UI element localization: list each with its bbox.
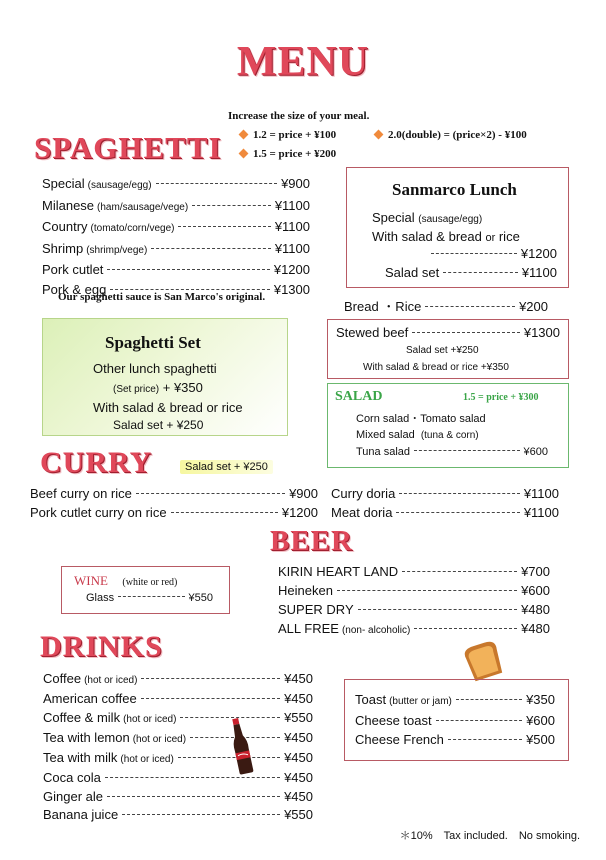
curry-item-price: ¥1100 [523, 505, 559, 520]
spaghetti-item-name: Country [42, 219, 88, 234]
toast-item-price: ¥600 [526, 713, 555, 728]
dotted-leader [192, 205, 271, 206]
spaghetti-set-line-2: (Set price) + ¥350 [113, 380, 203, 395]
toast-item-price: ¥500 [526, 732, 555, 747]
spaghetti-item-price: ¥1100 [274, 240, 310, 256]
wine-box [61, 566, 230, 614]
curry-item-price: ¥1200 [281, 505, 318, 520]
drink-item-price: ¥550 [284, 807, 313, 823]
spaghetti-item-price: ¥1100 [274, 197, 310, 213]
menu-title: MENU [236, 39, 370, 85]
beer-item-name: KIRIN HEART LAND [278, 564, 399, 579]
dotted-leader [136, 493, 285, 494]
beer-item-name: ALL FREE [278, 621, 339, 636]
spaghetti-item-note: (shrimp/vege) [86, 244, 148, 256]
drink-item-name: Tea with milk [43, 750, 118, 766]
dotted-leader [402, 571, 517, 572]
sanmarco-price-row: ¥1200 [427, 246, 557, 261]
dotted-leader [358, 609, 517, 610]
size-up-option-3: 1.5 = price + ¥200 [240, 148, 336, 160]
spaghetti-item-row [42, 260, 310, 280]
curry-item-price: ¥900 [289, 486, 318, 501]
diamond-icon [239, 149, 249, 159]
size-up-option-2: 2.0(double) = (price×2) - ¥100 [375, 129, 527, 141]
spaghetti-set-line-1: Other lunch spaghetti [93, 361, 217, 376]
drink-item-row [43, 749, 313, 769]
curry-item-row [30, 503, 318, 522]
curry-item-name: Curry doria [331, 486, 396, 501]
drink-item-name: Banana juice [43, 807, 119, 823]
drink-item-row [43, 729, 313, 749]
sanmarco-title: Sanmarco Lunch [392, 180, 517, 199]
toast-item-row [355, 690, 555, 711]
drink-item-price: ¥450 [284, 750, 313, 766]
drink-item-price: ¥450 [284, 770, 313, 786]
dotted-leader [156, 183, 278, 184]
spaghetti-item-name: Pork & egg [42, 281, 107, 297]
drink-item-name: Coca cola [43, 770, 101, 786]
dotted-leader [399, 493, 520, 494]
toast-item-row [355, 730, 555, 749]
drink-item-row [43, 806, 313, 824]
drink-item-price: ¥450 [284, 691, 313, 707]
spaghetti-item-row [42, 174, 310, 196]
spaghetti-item-name: Pork cutlet [42, 262, 104, 277]
spaghetti-list [42, 174, 310, 299]
spaghetti-item-row [42, 196, 310, 218]
spaghetti-item-price: ¥900 [281, 176, 310, 191]
salad-line-1: Corn salad・Tomato salad [356, 413, 486, 425]
beer-list [278, 562, 550, 640]
stewed-beef-row: Stewed beef ¥1300 [336, 325, 560, 340]
cola-bottle-icon [226, 716, 256, 776]
sanmarco-lunch-box [346, 167, 569, 288]
salad-tuna-row: Tuna salad ¥600 [356, 446, 548, 458]
beer-item-price: ¥600 [521, 583, 550, 598]
drinks-title: DRINKS [40, 630, 163, 663]
drink-item-name: American coffee [43, 691, 137, 707]
drink-item-name: Ginger ale [43, 788, 103, 804]
curry-title: CURRY [40, 446, 153, 479]
drink-item-name: Tea with lemon [43, 729, 130, 745]
drink-item-note: (hot or iced) [84, 675, 138, 686]
spaghetti-item-name: Milanese [42, 197, 95, 213]
salad-size-note: 1.5 = price + ¥300 [463, 392, 539, 403]
dotted-leader [141, 678, 280, 679]
drink-item-row [43, 670, 313, 690]
spaghetti-item-price: ¥1100 [274, 219, 310, 234]
toast-icon [460, 640, 506, 684]
beer-item-row [278, 562, 550, 581]
dotted-leader [448, 739, 522, 740]
dotted-leader [171, 512, 278, 513]
spaghetti-title: SPAGHETTI [34, 130, 222, 165]
drink-item-row [43, 709, 313, 729]
footer-note: ＊10% Tax included. No smoking. [399, 830, 580, 842]
curry-item-name: Meat doria [331, 505, 393, 520]
spaghetti-set-title: Spaghetti Set [105, 333, 201, 352]
dotted-leader [107, 269, 269, 270]
spaghetti-item-name: Special [42, 176, 85, 191]
drink-item-price: ¥450 [284, 671, 313, 686]
spaghetti-item-price: ¥1200 [273, 262, 310, 277]
drink-item-note: (hot or iced) [123, 713, 177, 725]
wine-title-line: WINE (white or red) [74, 573, 178, 588]
sanmarco-line-2: With salad & bread or rice [372, 229, 520, 244]
curry-list-right [331, 484, 559, 522]
stewed-beef-line-2: Salad set +¥250 [406, 345, 479, 356]
drink-item-price: ¥450 [284, 729, 313, 745]
size-up-option-1: 1.2 = price + ¥100 [240, 129, 336, 141]
drink-item-price: ¥550 [284, 709, 313, 725]
curry-item-row [30, 484, 318, 503]
curry-item-name: Beef curry on rice [30, 486, 132, 501]
stewed-beef-line-3: With salad & bread or rice +¥350 [363, 362, 509, 373]
sanmarco-salad-set-row: Salad set ¥1100 [385, 265, 557, 280]
beer-title: BEER [270, 525, 353, 557]
spaghetti-item-row [42, 239, 310, 261]
dotted-leader [178, 226, 270, 227]
salad-line-2: Mixed salad (tuna & corn) [356, 429, 479, 441]
spaghetti-set-line-4: Salad set + ¥250 [113, 418, 204, 432]
drinks-list [43, 670, 313, 824]
curry-item-price: ¥1100 [523, 486, 559, 501]
dotted-leader [151, 248, 270, 249]
toast-item-note: (butter or jam) [389, 696, 452, 707]
drink-item-price: ¥450 [284, 788, 313, 804]
beer-item-name: Heineken [278, 583, 333, 598]
dotted-leader [456, 699, 522, 700]
dotted-leader [107, 796, 280, 797]
beer-item-price: ¥480 [521, 621, 550, 636]
beer-item-row [278, 600, 550, 619]
spaghetti-item-row [42, 217, 310, 239]
size-up-heading: Increase the size of your meal. [228, 110, 370, 122]
dotted-leader [337, 590, 517, 591]
beer-item-row [278, 581, 550, 600]
toast-item-name: Toast [355, 692, 387, 707]
spaghetti-item-note: (tomato/corn/vege) [90, 223, 175, 234]
drink-item-name: Coffee [43, 671, 82, 686]
dotted-leader [110, 289, 270, 290]
spaghetti-item-name: Shrimp [42, 240, 84, 256]
drink-item-note: (hot or iced) [120, 754, 174, 766]
spaghetti-note: Our spaghetti sauce is San Marco's original. [58, 291, 266, 303]
drink-item-name: Coffee & milk [43, 709, 121, 725]
toast-box [344, 679, 569, 761]
spaghetti-item-price: ¥1300 [273, 281, 310, 297]
toast-item-price: ¥350 [526, 692, 555, 707]
curry-list-left [30, 484, 318, 522]
dotted-leader [105, 777, 280, 778]
toast-item-row [355, 711, 555, 730]
dotted-leader [396, 512, 519, 513]
spaghetti-item-note: (sausage/egg) [87, 180, 152, 191]
salad-title: SALAD [335, 389, 383, 404]
toast-list [355, 690, 555, 749]
wine-glass-row: Glass ¥550 [86, 592, 213, 604]
toast-item-name: Cheese toast [355, 713, 432, 728]
curry-salad-set-badge: Salad set + ¥250 [180, 460, 273, 474]
beer-item-note: (non- alcoholic) [341, 625, 411, 636]
drink-item-note: (hot or iced) [132, 733, 187, 745]
drink-item-row [43, 788, 313, 806]
drink-item-row [43, 769, 313, 787]
sanmarco-line-1: Special (sausage/egg) [372, 210, 483, 225]
toast-item-name: Cheese French [355, 732, 444, 747]
beer-item-name: SUPER DRY [278, 602, 354, 617]
spaghetti-item-note: (ham/sausage/vege) [97, 201, 189, 213]
dotted-leader [436, 720, 522, 721]
drink-item-row [43, 690, 313, 708]
dotted-leader [414, 628, 517, 629]
diamond-icon [374, 130, 384, 140]
bread-rice-row: Bread ・Rice ¥200 [344, 299, 548, 314]
curry-item-row [331, 503, 559, 522]
beer-item-price: ¥480 [521, 602, 550, 617]
spaghetti-set-box [42, 318, 288, 436]
stewed-beef-box [327, 319, 569, 379]
dotted-leader [122, 814, 280, 815]
beer-item-price: ¥700 [521, 564, 550, 579]
diamond-icon [239, 130, 249, 140]
curry-item-name: Pork cutlet curry on rice [30, 505, 167, 520]
beer-item-row [278, 619, 550, 640]
spaghetti-set-line-3: With salad & bread or rice [93, 400, 243, 415]
salad-box [327, 383, 569, 468]
curry-item-row [331, 484, 559, 503]
dotted-leader [141, 698, 280, 699]
